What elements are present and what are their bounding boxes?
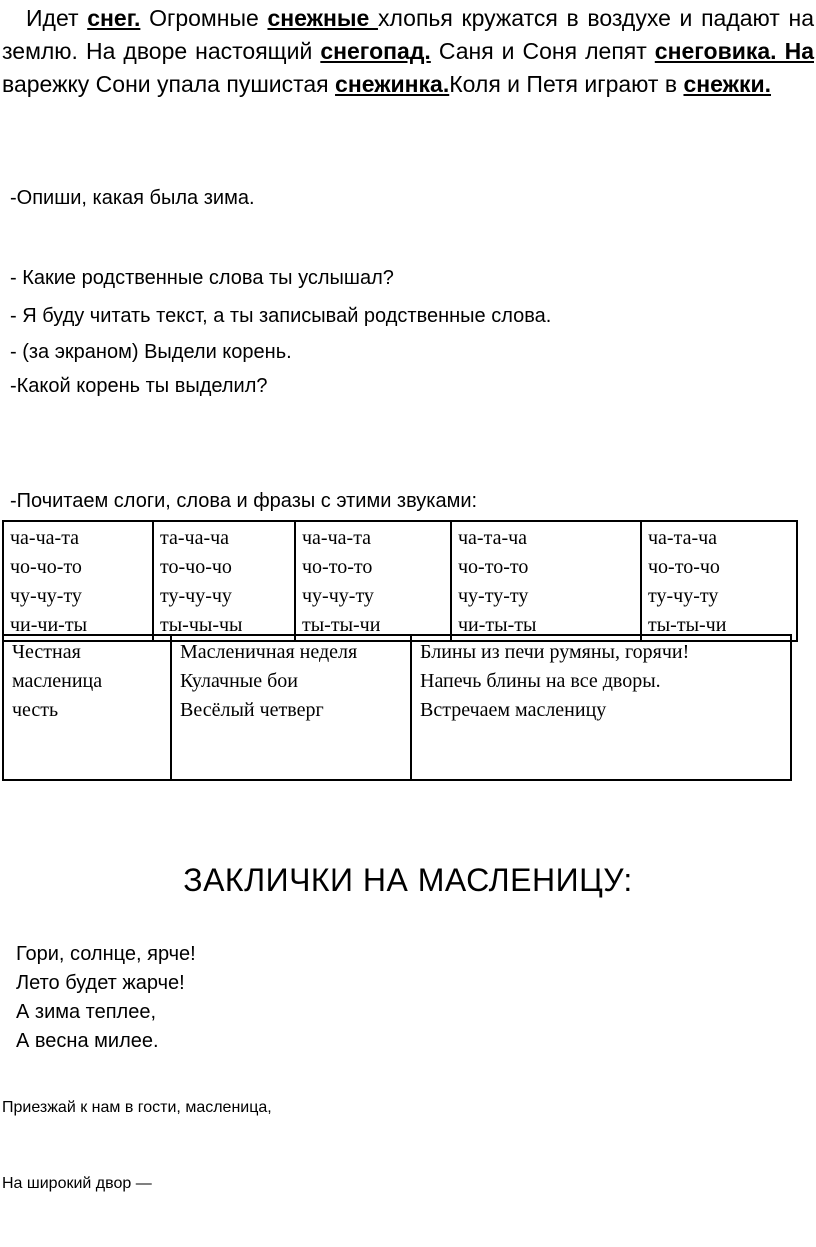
paragraph-text: Саня и Соня лепят [430, 38, 655, 64]
syllables-cell [3, 521, 153, 641]
syllable-item: чи-ты-ты [458, 614, 537, 636]
underlined-word: снег. [87, 5, 141, 31]
underlined-word: снежинка. [335, 71, 450, 97]
syllable-item: ты-ты-чи [302, 614, 381, 636]
syllable-item: чу-чу-ту [10, 585, 82, 607]
syllable-item: чо-то-чо [648, 556, 720, 578]
instruction-read-syllables: -Почитаем слоги, слова и фразы с этими звуками: [10, 490, 478, 512]
paragraph-text: Идет [26, 5, 88, 31]
poem-line: Гори, солнце, ярче! [16, 943, 196, 965]
syllable-item: то-чо-чо [160, 556, 232, 578]
syllables-row [3, 521, 797, 641]
intro-paragraph [2, 2, 814, 101]
syllables-table [2, 520, 798, 642]
phrase-item: Честная [12, 641, 81, 663]
syllable-item: ча-та-ча [458, 527, 528, 549]
syllable-item: ча-та-ча [648, 527, 718, 549]
phrases-table [2, 634, 792, 781]
poem [16, 940, 196, 1056]
phrase-item: Весёлый четверг [180, 699, 324, 721]
section-heading: ЗАКЛИЧКИ НА МАСЛЕНИЦУ: [183, 862, 633, 898]
syllable-item: чо-то-то [458, 556, 529, 578]
syllable-item: ту-чу-ту [648, 585, 719, 607]
underlined-word: снеговика. На [654, 38, 814, 64]
syllable-item: ты-ты-чи [648, 614, 727, 636]
syllables-cell [641, 521, 797, 641]
question-related-words: - Какие родственные слова ты услышал? [10, 267, 394, 289]
question-which-root: -Какой корень ты выделил? [10, 375, 268, 397]
syllable-item: чу-ту-ту [458, 585, 529, 607]
poem-line: Лето будет жарче! [16, 972, 185, 994]
phrase-item: Напечь блины на все дворы. [420, 670, 661, 692]
syllable-item: ча-ча-та [302, 527, 372, 549]
syllable-item: чо-то-то [302, 556, 373, 578]
phrase-item: честь [12, 699, 59, 721]
syllables-cell [153, 521, 295, 641]
footer-line-1: Приезжай к нам в гости, масленица, [2, 1099, 272, 1116]
footer-line-2: На широкий двор — [2, 1175, 152, 1192]
phrases-cell [411, 635, 791, 780]
syllable-item: ту-чу-чу [160, 585, 232, 607]
syllable-item: чу-чу-ту [302, 585, 374, 607]
phrases-cell [3, 635, 171, 780]
paragraph-text: варежку Сони упала пушистая [2, 71, 336, 97]
underlined-word: снегопад. [320, 38, 431, 64]
paragraph-text: Огромные [140, 5, 268, 31]
phrase-item: Встречаем масленицу [420, 699, 607, 721]
syllables-cell [451, 521, 641, 641]
underlined-word: снежки. [683, 71, 771, 97]
poem-line: А весна милее. [16, 1030, 159, 1052]
phrase-item: Блины из печи румяны, горячи! [420, 641, 690, 663]
syllable-item: ты-чы-чы [160, 614, 243, 636]
poem-line: А зима теплее, [16, 1001, 157, 1023]
syllable-item: ча-ча-та [10, 527, 80, 549]
phrase-item: Масленичная неделя [180, 641, 358, 663]
syllables-cell [295, 521, 451, 641]
phrase-item: масленица [12, 670, 103, 692]
phrase-item: Кулачные бои [180, 670, 298, 692]
syllable-item: чо-чо-то [10, 556, 82, 578]
instruction-write-words: - Я буду читать текст, а ты записывай родственные слова. [10, 305, 552, 327]
syllable-item: чи-чи-ты [10, 614, 88, 636]
instruction-highlight-root: - (за экраном) Выдели корень. [10, 341, 292, 363]
phrases-cell [171, 635, 411, 780]
underlined-word: снежные [267, 5, 378, 31]
paragraph-text: Коля и Петя играют в [449, 71, 684, 97]
phrases-row [3, 635, 791, 780]
question-describe-winter: -Опиши, какая была зима. [10, 187, 255, 209]
paragraph-text: хлопья кружатся в воздухе и падают на землю. На дворе настоящий [2, 5, 815, 64]
syllable-item: та-ча-ча [160, 527, 230, 549]
